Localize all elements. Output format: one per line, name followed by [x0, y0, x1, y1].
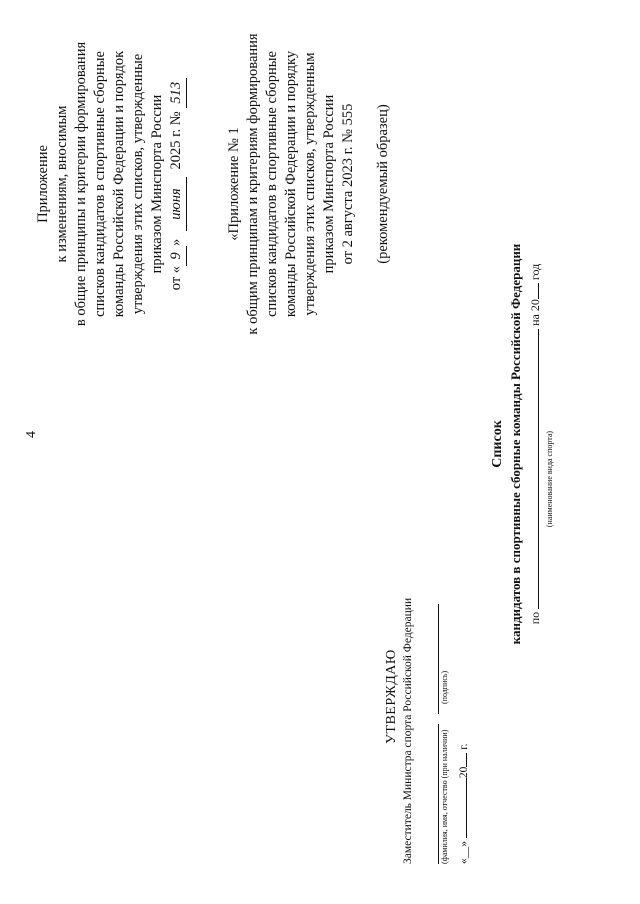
appendix-title: Приложение	[35, 145, 51, 223]
appendix1-line: приказом Минспорта России	[321, 94, 337, 274]
appendix1-line: списков кандидатов в спортивные сборные	[264, 51, 280, 317]
appendix-line: утверждения этих списков, утвержденные	[130, 53, 146, 315]
date-mid: »	[168, 238, 184, 246]
list-sport-year: на 20	[528, 299, 542, 326]
name-line	[438, 724, 439, 864]
approval-title: УТВЕРЖДАЮ	[384, 649, 399, 744]
appendix-line: в общие принципы и критерии формирования	[73, 41, 89, 327]
sample-note: (рекомендуемый образец)	[375, 104, 391, 264]
list-subtitle: кандидатов в спортивные сборные команды Российской Федерации	[508, 243, 523, 645]
list-sport-suffix: год	[528, 263, 542, 281]
appendix-date-line	[167, 24, 187, 344]
appendix-line: команды Российской Федерации и порядок	[111, 50, 127, 318]
approval-year-blank	[466, 753, 467, 767]
approval-date	[458, 743, 470, 864]
approval-date-open: «__»	[458, 841, 470, 864]
handwritten-order-number: 513	[167, 78, 187, 108]
appendix1-line: утверждения этих списков, утвержденным	[302, 52, 318, 316]
sport-name-blank	[538, 329, 539, 609]
list-sport-prefix: по	[528, 611, 542, 625]
appendix-block	[34, 24, 187, 344]
handwritten-month: июня	[167, 177, 187, 231]
list-title: Список	[490, 420, 505, 468]
date-year: 2025 г. №	[168, 111, 184, 170]
appendix1-line: к общим принципам и критериям формирования	[245, 33, 261, 335]
page-number: 4	[24, 431, 39, 438]
appendix-line: списков кандидатов в спортивные сборные	[92, 51, 108, 317]
list-sport-line	[528, 164, 543, 724]
appendix1-block	[225, 24, 393, 344]
appendix-line: к изменениям, вносимым	[54, 105, 70, 263]
appendix1-line: команды Российской Федерации и порядку	[283, 50, 299, 318]
list-block	[490, 164, 554, 724]
approval-deputy: Заместитель Министра спорта Российской Федерации	[402, 597, 414, 864]
signature-line	[438, 604, 439, 714]
handwritten-day: 9	[167, 246, 187, 266]
signature-caption: (подпись)	[440, 670, 449, 704]
sport-caption: (наименование вида спорта)	[545, 430, 554, 528]
name-caption: (фамилия, имя, отчество (при наличии)	[440, 729, 449, 864]
approval-date-year: 20	[458, 766, 470, 779]
approval-date-suffix: г.	[458, 743, 470, 750]
appendix1-title: «Приложение № 1	[226, 127, 242, 241]
approval-date-blank	[466, 778, 467, 838]
appendix-line: приказом Минспорта России	[149, 94, 165, 274]
date-prefix: от «	[168, 265, 184, 291]
sport-year-blank	[538, 283, 539, 299]
appendix1-line: от 2 августа 2023 г. № 555	[340, 103, 356, 265]
